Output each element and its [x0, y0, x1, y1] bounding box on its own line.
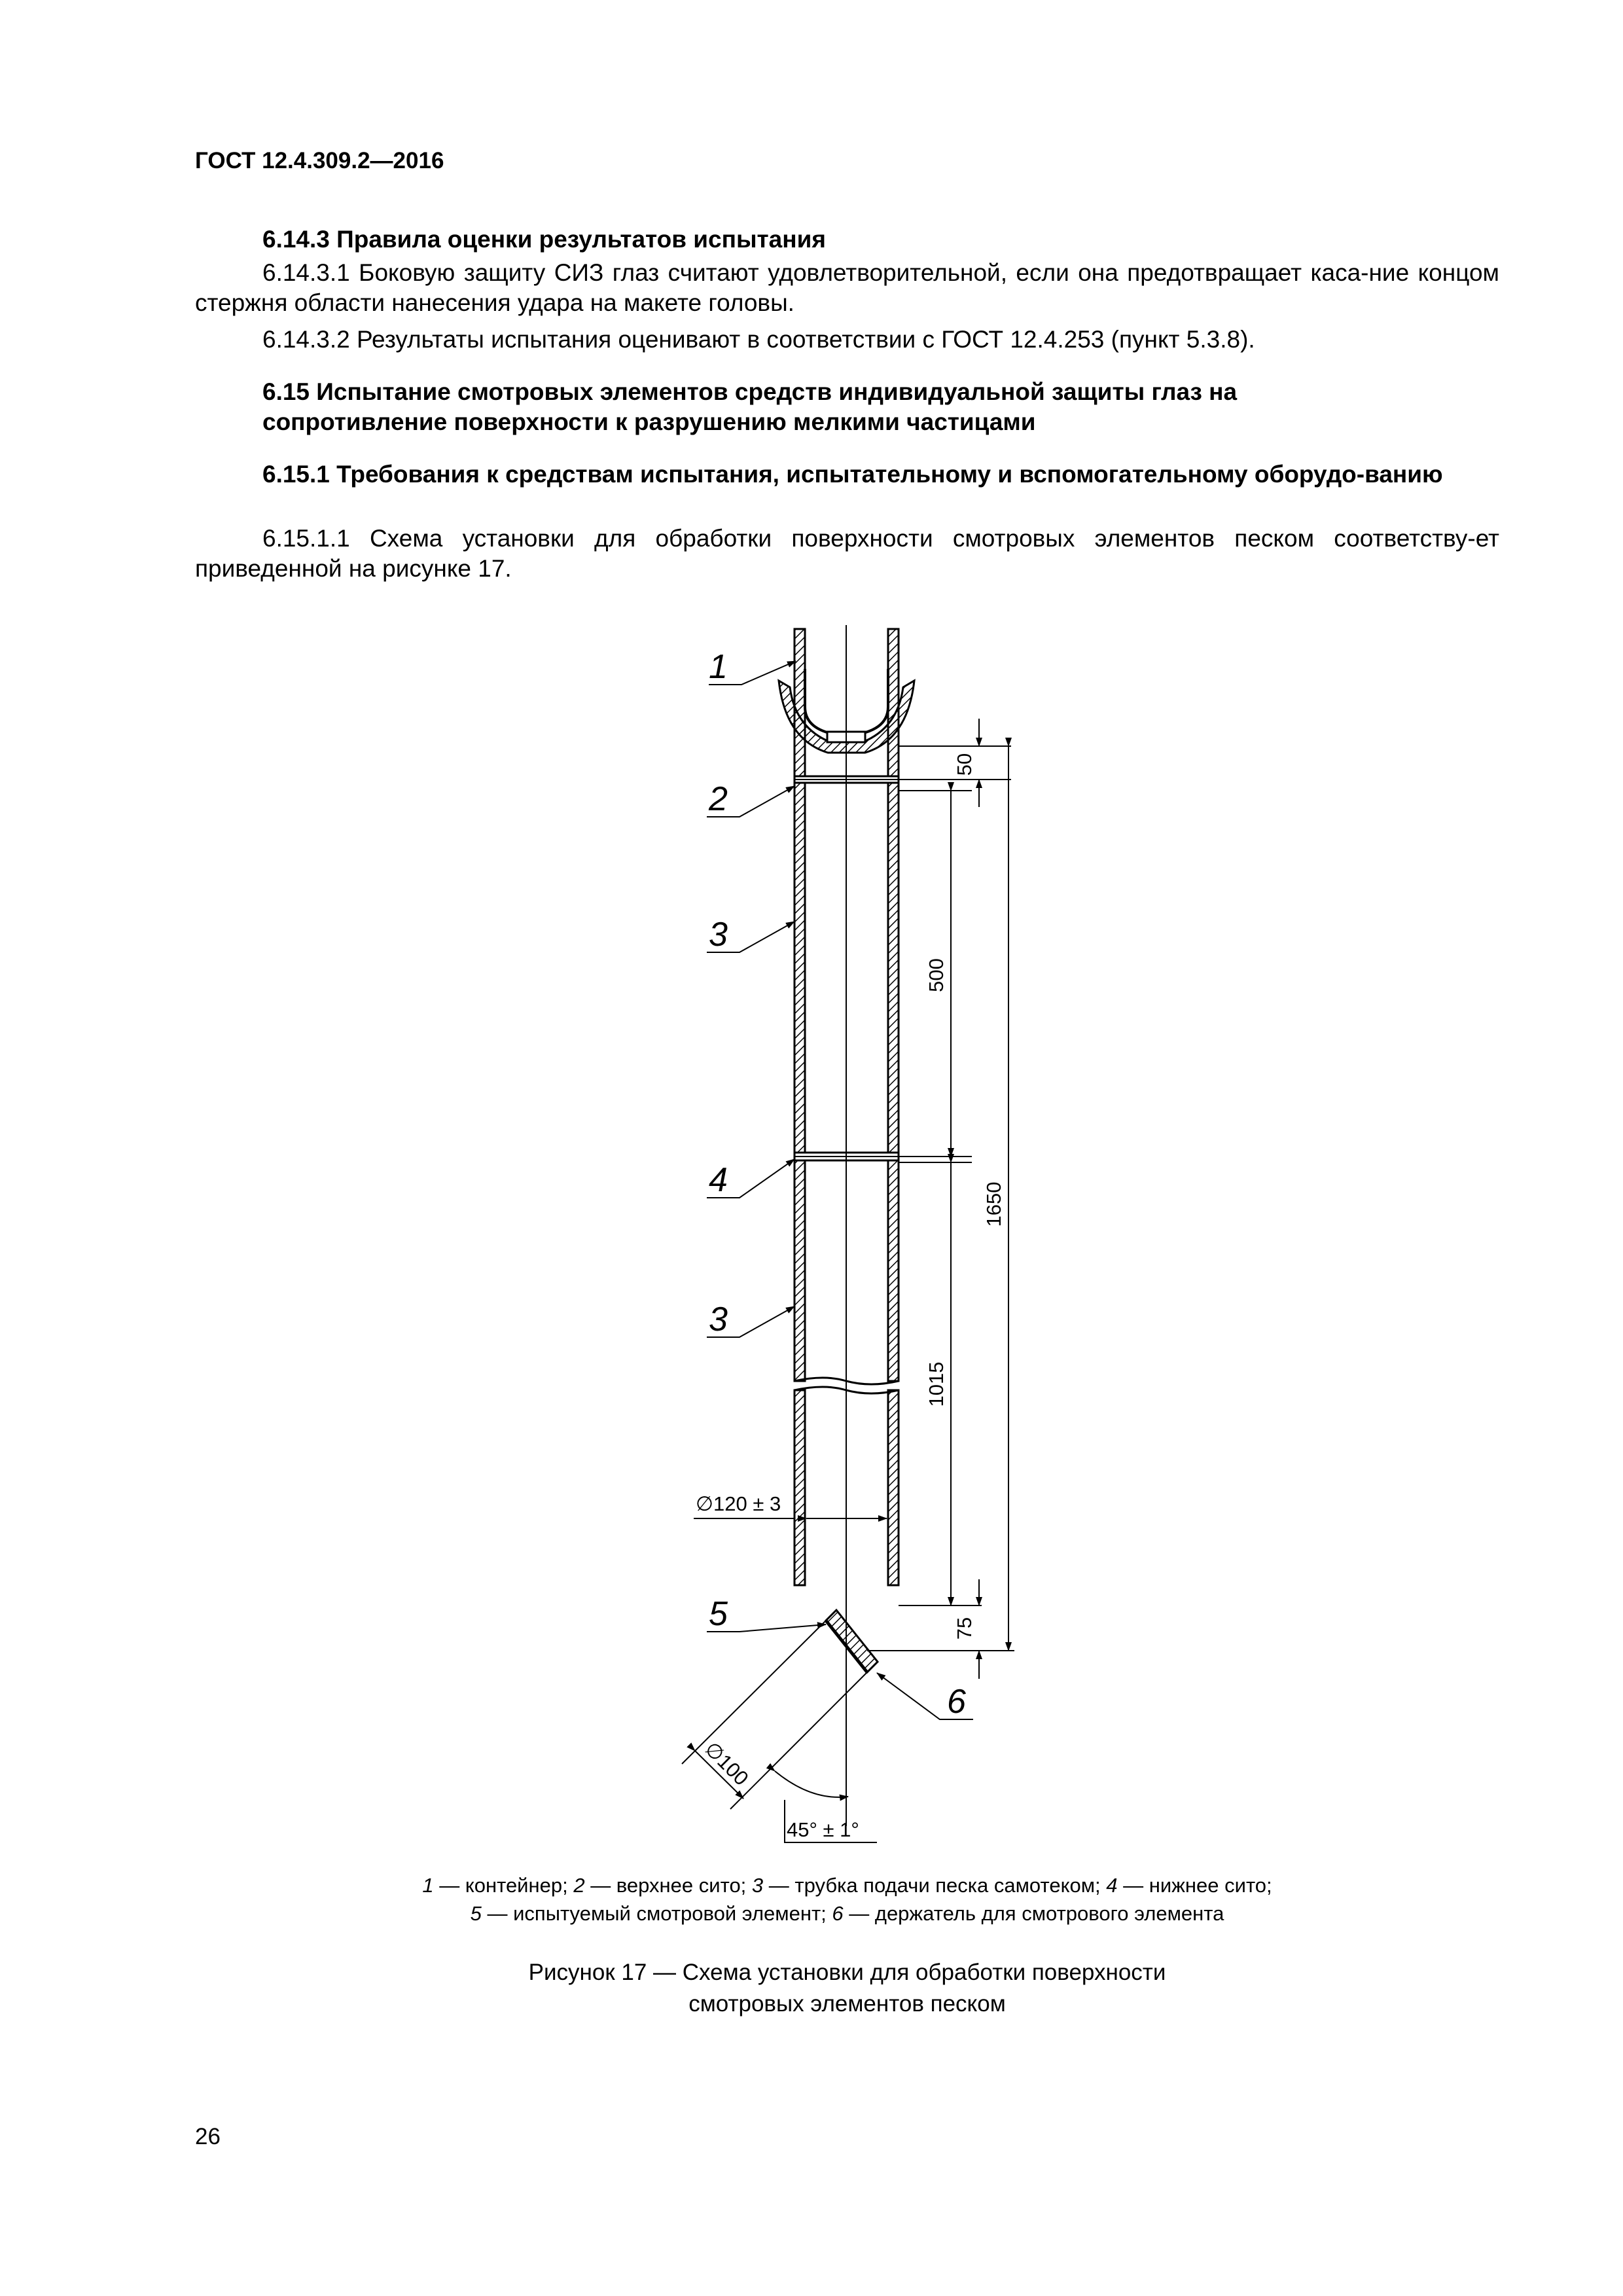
callout-1: 1: [709, 648, 728, 686]
dim-75: 75: [953, 1617, 976, 1640]
callout-leaders: [707, 661, 973, 1719]
dim-1015: 1015: [925, 1361, 948, 1407]
figure-caption-line-2: смотровых элементов песком: [688, 1991, 1006, 2017]
section-6-15-heading: 6.15 Испытание смотровых элементов средств индивидуальной защиты глаз на сопротивление поверхности к разрушению мелкими частицами: [262, 378, 1238, 435]
section-6-15-1-heading: 6.15.1 Требования к средствам испытания, испытательному и вспомогательному оборудо-ванию: [262, 461, 1443, 488]
callout-4: 4: [709, 1161, 728, 1199]
dimension-diameter-100: [682, 1621, 867, 1809]
dim-diameter-120: ∅120 ± 3: [696, 1492, 781, 1515]
document-header: ГОСТ 12.4.309.2—2016: [195, 148, 444, 173]
callout-2: 2: [709, 780, 728, 818]
holder: [826, 1610, 878, 1672]
dim-1650: 1650: [982, 1181, 1005, 1227]
callout-3-lower: 3: [709, 1300, 728, 1338]
callout-3-upper: 3: [709, 916, 728, 954]
figure-caption-line-1: Рисунок 17 — Схема установки для обработки поверхности: [528, 1960, 1166, 1985]
page-number: 26: [195, 2124, 221, 2149]
dim-500: 500: [925, 958, 948, 992]
dim-angle: 45° ± 1°: [787, 1818, 859, 1841]
callout-5: 5: [709, 1595, 728, 1633]
figure-legend-line-1: 1 — контейнер; 2 — верхнее сито; 3 — трубка подачи песка самотеком; 4 — нижнее сито;: [422, 1874, 1272, 1897]
dim-50: 50: [953, 753, 976, 776]
dim-diameter-100: ∅100: [700, 1737, 753, 1790]
section-6-14-3-heading: 6.14.3 Правила оценки результатов испытания: [262, 226, 826, 253]
callout-6: 6: [947, 1683, 966, 1721]
dimension-angle-arc: [775, 1771, 848, 1797]
figure-legend-line-2: 5 — испытуемый смотровой элемент; 6 — держатель для смотрового элемента: [470, 1902, 1224, 1925]
paragraph-6-15-1-1: 6.15.1.1 Схема установки для обработки поверхности смотровых элементов песком соответству-ет приведенной на рисунке 17.: [195, 525, 1499, 582]
paragraph-6-14-3-1: 6.14.3.1 Боковую защиту СИЗ глаз считают удовлетворительной, если она предотвращает каса-ние концом стержня области нанесения удара на макете головы.: [195, 259, 1499, 316]
paragraph-6-14-3-2: 6.14.3.2 Результаты испытания оценивают в соответствии с ГОСТ 12.4.253 (пункт 5.3.8).: [262, 326, 1255, 353]
